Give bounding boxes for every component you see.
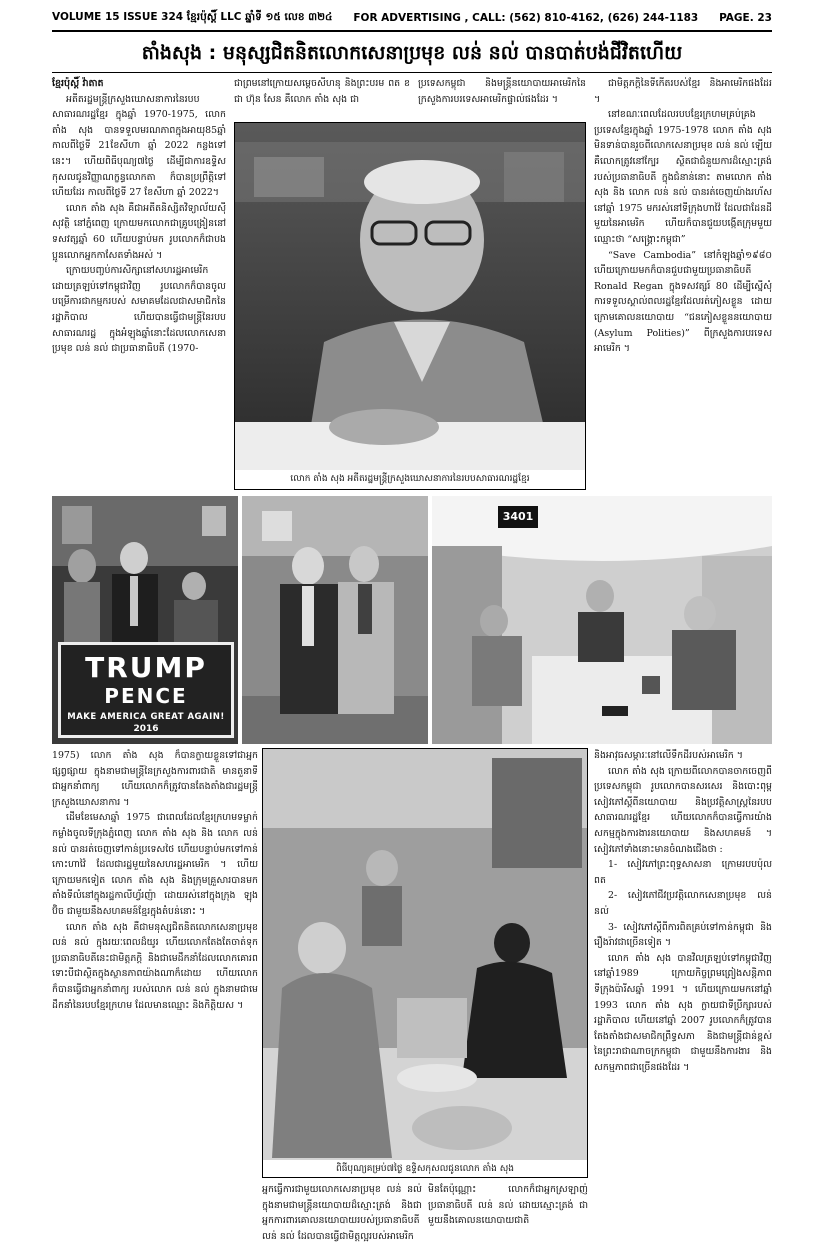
- paragraph: លោក តាំង សុង បានវិលត្រឡប់ទៅកម្ពុជាវិញនៅឆ្នាំ1989 ក្រោយកិច្ចព្រមព្រៀងសន្តិភាពទីក្រុងប៉ារីសឆ្នាំ 1991 ។ ហើយក្រោយមកនៅឆ្នាំ 1993 លោក តាំង សុង ក្លាយជាទីប្រឹក្សារបស់រដ្ឋាភិបាល ហើយនៅឆ្នាំ 2007 រូបលោកក៏ត្រូវបានតែងតាំងជាសមាជិកព្រឹទ្ធសភា និងជាមន្ត្រីជាន់ខ្ពស់នៃព្រះរាជាណាចក្រកម្ពុជា ជាមួយនឹងការងារ និងសកម្មភាពជាច្រើនផងដែរ ។: [594, 952, 772, 1073]
- article-column-3-top: [418, 76, 586, 122]
- building-number-sign: 3401: [498, 506, 538, 528]
- outdoor-table-photo: [432, 496, 772, 744]
- sign-line-1: TRUMP: [85, 651, 207, 684]
- ceremony-caption: ពិធីបុណ្យគម្រប់៧ថ្ងៃ ឧទ្ទិសកុសលជូនលោក តាំង សុង: [336, 1164, 514, 1174]
- article-column-1-bottom: [52, 748, 258, 1214]
- paragraph: និងអាវុធសម្ភារៈនៅលើទឹកដីរបស់អាមេរិក ។: [594, 750, 743, 761]
- sign-line-2: PENCE: [104, 684, 188, 708]
- portrait-frame: [234, 122, 586, 490]
- article-column-2-bottom: [262, 1182, 422, 1242]
- sign-line-3: MAKE AMERICA GREAT AGAIN!: [67, 712, 225, 722]
- article-column-4: [594, 76, 772, 490]
- book-list-item: 2- សៀវភៅជីវប្រវត្តិលោកសេនាប្រមុខ លន់ នល់: [594, 890, 772, 917]
- paragraph: ជាមិត្តភក្តិនៃទីកើតរបស់ខ្មែរ និងអាមេរិកផងដែរ ។: [594, 78, 772, 105]
- paragraph: ជាព្រមនៅក្រោយសម្តេចសីហនុ និងព្រះបរម ពត ខ ជា ហ៊ុន សែន គឺលោក តាំង សុង ជា: [234, 78, 410, 105]
- portrait-caption: លោក តាំង សុង អតីតរដ្ឋមន្ត្រីក្រសួងឃោសនាការនៃរបបសាធារណរដ្ឋខ្មែរ: [290, 474, 530, 484]
- advertising-contact: FOR ADVERTISING , CALL: (562) 810-4162, (626) 244-1183: [353, 12, 699, 24]
- paragraph: ប្រទេសកម្ពុជា និងមន្ត្រីនយោបាយអាមេរិកនៃក្រសួងការបរទេសអាមេរិកផ្ទាល់ផងដែរ ។: [418, 78, 586, 105]
- paragraph: លោក តាំង សុង គឺជាអតីតនិស្សិតវិទ្យាល័យស៊ីសុវត្ថិ នៅភ្នំពេញ ក្រោយមកលោកជាគ្រូបង្រៀននៅទសវត្សឆ្នាំ 60 ហើយបន្ទាប់មក រូបលោកក៏ជាបងប្អូនលោកអ្នកកាសែតទាំងអស់ ។: [52, 202, 226, 261]
- ceremony-frame: [262, 748, 588, 1178]
- volume-issue: VOLUME 15 ISSUE 324 ខ្មែរប៉ុស្តិ៍ LLC ឆ្នាំទី ១៥ លេខ ៣២៤: [52, 10, 333, 23]
- paragraph: ក្រោយបញ្ចប់ការសិក្សានៅសហរដ្ឋអាមេរិក ដោយត្រឡប់ទៅកម្ពុជាវិញ រូបលោកក៏បានចូលបម្រើការជាកម្មករបស់ សមាគមដែលជាសមាជិកនៃរដ្ឋាភិបាល ហើយបានធ្វើជាមន្ត្រីនៃរបបសាធារណរដ្ឋ ក្នុងអំឡុងឆ្នាំនោះដែលលោកសេនាប្រមុខ លន់ នល់ ជាប្រធានាធិបតី (1970-: [52, 265, 226, 355]
- paragraph: 1975) លោក តាំង សុង ក៏បានក្លាយខ្លួនទៅជាអ្នកផ្សព្វផ្សាយ ក្នុងនាមជាមន្ត្រីនៃក្រសួងការពារជាតិ មានតួនាទីជាអ្នកនាំពាក្យ ហើយលោកក៏ត្រូវបានតែងតាំងជារដ្ឋមន្ត្រីក្រសួងឃោសនាការ ។: [52, 750, 258, 808]
- book-list-item: 1- សៀវភៅព្រះពុទ្ធសាសនា ក្រោមរបបប៉ុល ពត: [594, 859, 772, 886]
- article-column-1: [52, 76, 226, 490]
- paragraph: អតីតរដ្ឋមន្ត្រីក្រសួងឃោសនាការនៃរបបសាធារណរដ្ឋខ្មែរ ក្នុងឆ្នាំ 1970-1975, លោក តាំង សុង បានទទួលមរណភាពក្នុងអាយុ85ឆ្នាំ កាលពីថ្ងៃទី 21ខែសីហា ឆ្នាំ 2022 កន្លងទៅនេះ។ ហើយពិធីបុណ្យ៧ថ្ងៃ ដើម្បីជាការឧទ្ទិសកុសលជូនវិញ្ញាណក្ខន្ធលោកតា ក៏បានប្រព្រឹត្តិទៅហើយដែរ កាលពីថ្ងៃទី 27 ខែសីហា ឆ្នាំ 2022។: [52, 93, 226, 199]
- byline: ខ្មែរប៉ុស្តិ៍ វ៉ាតាត: [52, 78, 104, 89]
- article-column-3-bottom: [428, 1182, 588, 1227]
- paragraph: អ្នកធ្វើការជាមួយលោកសេនាប្រមុខ លន់ នល់ ក្នុងនាមជាមន្ត្រីនយោបាយដ៏ស្មោះត្រង់ និងជាអ្នកការពារគោលនយោបាយរបស់ប្រធានាធិបតី លន់ នល់ ដែលបានធ្វើជាមិត្តល្អរបស់អាមេរិក: [262, 1184, 422, 1242]
- sign-line-4: 2016: [133, 724, 159, 734]
- paragraph: លោក តាំង សុង ក្រោយពីលោកបានចាកចេញពីប្រទេសកម្ពុជា រូបលោកបានសរសេរ និងបោះពុម្ពសៀវភៅស្តីពីនយោបាយ និងប្រវត្តិសាស្ត្រនៃរបបសាធារណរដ្ឋខ្មែរ ហើយលោកក៏បានធ្វើការយ៉ាងសកម្មក្នុងការងារនយោបាយ និងសហគមន៍ ។ សៀវភៅទាំងនោះមានចំណងជើងថា :: [594, 765, 772, 855]
- page-number: PAGE. 23: [719, 12, 772, 24]
- article-column-4-bottom: [594, 748, 772, 1214]
- article-column-2-top: [234, 76, 410, 122]
- book-list-item: 3- សៀវភៅស្តីពីការពិតគ្រប់ទៅកាន់កម្ពុជា និងរឿងរ៉ាវជាច្រើនទៀត ។: [594, 921, 772, 949]
- paragraph: “Save Cambodia” នៅកំឡុងឆ្នាំ១៩៨០ ហើយក្រោយមកក៏បានជួបជាមួយប្រធានាធិបតី Ronald Regan ក្នុងទសវត្សរ៍ 80 ដើម្បីស្នើសុំការទទួលស្គាល់ពលរដ្ឋខ្មែរដែលរត់ភៀសខ្លួន ដោយក្រោមគោលនយោបាយ “ជនភៀសខ្លួននយោបាយ (Asylum Polities)” ពីក្រសួងការបរទេសអាមេរិក ។: [594, 249, 772, 355]
- paragraph: ដើមខែមេសាឆ្នាំ 1975 ជាពេលដែលខ្មែរក្រហមទម្លាក់កម្លាំងចូលទីក្រុងភ្នំពេញ លោក តាំង សុង និង លោក លន់ នល់ បានរត់ចេញទៅកាន់ប្រទេសថៃ ហើយបន្ទាប់មកទៅកាន់កោះហាវ៉ៃ ដែលជារដ្ឋមួយនៃសហរដ្ឋអាមេរិក ។ ហើយក្រោយមកទៀត លោក តាំង សុង និងក្រុមគ្រួសារបានមកតាំងទីលំនៅក្នុងរដ្ឋកាលីហ្វ័រញ៉ា ដោយរស់នៅក្នុងក្រុង ឡុងប៊ិច ជាមួយនឹងសហគមន៍ខ្មែរក្នុងតំបន់នោះ ។: [52, 812, 258, 917]
- headline: តាំងសុង : មនុស្សជិតនិតលោកសេនាប្រមុខ លន់ នល់ បានបាត់បង់ជីវិតហើយ: [141, 42, 683, 64]
- two-men-photo: [242, 496, 428, 744]
- masthead-rule: [52, 30, 772, 32]
- campaign-sign: [58, 642, 234, 738]
- paragraph: លោក តាំង សុង គឺជាមនុស្សជិតនិតលោកសេនាប្រមុខ លន់ នល់ ក្នុងរយៈពេលដ៏យូរ ហើយលោកតែងតែចាត់ទុកប្រធានាធិបតីនេះជាមិត្តភក្តិ និងជាមេដឹកនាំដែលលោកគោរព ទោះបីជាស្ថិតក្នុងស្ថានភាពយ៉ាងណាក៏ដោយ ហើយលោកក៏បានធ្វើជាអ្នកនាំពាក្យ របស់លោក លន់ នល់ ក្នុងនាមជាមេដឹកនាំនៃរបបខ្មែរក្រហម ដែលមានឈ្មោះ និងកិត្តិយស ។: [52, 921, 258, 1011]
- headline-rule: [52, 72, 772, 73]
- paragraph: នៅខណៈពេលដែលរបបខ្មែរក្រហមគ្រប់គ្រងប្រទេសខ្មែរក្នុងឆ្នាំ 1975-1978 លោក តាំង សុង មិនទាន់បានរួចពីលោកសេនាប្រមុខ លន់ នល់ ឡើយ គឺលោកត្រូវនៅក្បែរ ស្ថិតជាជំនួយការដ៏ស្មោះត្រង់របស់ប្រធានាធិបតី ក្នុងជំនាន់នោះ តាមលោក តាំង សុង និង លោក លន់ នល់ បានរត់ចេញយ៉ាងរហ័សនៅឆ្នាំ 1975 មករស់នៅទីក្រុងហាវ៉ៃ ដែលជាដែនដីមួយនៃអាមេរិក ហើយក៏បានជួយបង្កើតក្រុមមួយឈ្មោះថា “សង្គ្រោះកម្ពុជា”: [594, 109, 772, 245]
- masthead: [52, 8, 772, 28]
- paragraph: មិនតែប៉ុណ្ណោះ លោកក៏ជាអ្នកស្រឡាញ់ប្រធានាធិបតី លន់ នល់ ដោយស្មោះត្រង់ ជាមួយនឹងគោលនយោបាយជាតិ: [428, 1184, 588, 1227]
